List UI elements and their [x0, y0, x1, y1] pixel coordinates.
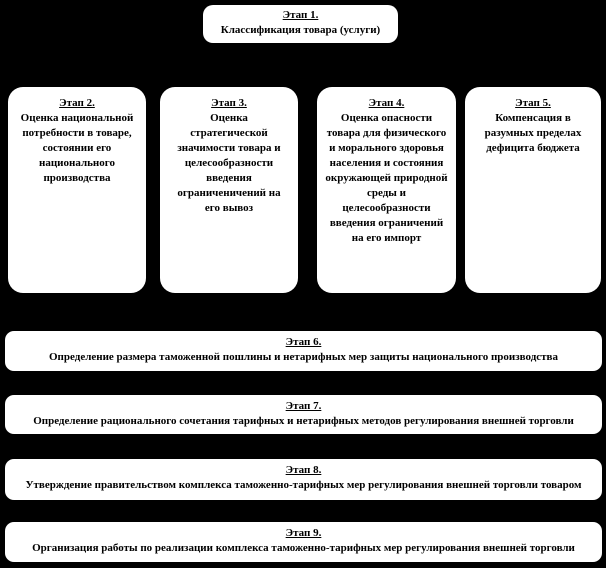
stage-1-body: Классификация товара (услуги) [220, 24, 381, 36]
stage-6-heading: Этап 6. [285, 336, 322, 348]
stage-6-body: Определение размера таможенной пошлины и нетарифных мер защиты национального производства [49, 351, 558, 363]
stage-2-heading: Этап 2. [59, 97, 95, 109]
stage-4-body: Оценка опасности товара для физического и морального здоровья населения и состояния окружающей природной среды и целесообразности введения ограничений на его импорт [325, 112, 448, 244]
stage-3-box [160, 87, 298, 293]
stage-8-heading: Этап 8. [285, 464, 322, 476]
stage-7-box [5, 395, 602, 434]
stage-6-box [5, 331, 602, 371]
stage-5-box [465, 87, 601, 293]
stage-5-heading: Этап 5. [515, 97, 551, 109]
stage-4-heading: Этап 4. [368, 97, 405, 109]
stage-3-body: Оценка стратегической значимости товара и целесообразности введения ограниченичений на его вывоз [177, 112, 281, 214]
stage-8-box [5, 459, 602, 500]
stage-5-body: Компенсация в разумных пределах дефицита бюджета [484, 112, 582, 154]
stage-7-body: Определение рационального сочетания тарифных и нетарифных методов регулирования внешней торговли [33, 415, 574, 427]
stage-2-body: Оценка национальной потребности в товаре, состоянии его национального производства [20, 112, 134, 184]
stage-9-heading: Этап 9. [285, 527, 322, 539]
stage-1-box [203, 5, 398, 43]
stage-7-heading: Этап 7. [285, 400, 322, 412]
stage-8-body: Утверждение правительством комплекса таможенно-тарифных мер регулирования внешней торговли товаром [25, 479, 582, 491]
stage-2-box [8, 87, 146, 293]
stage-3-heading: Этап 3. [211, 97, 247, 109]
stage-1-heading: Этап 1. [282, 9, 319, 21]
stage-9-body: Организация работы по реализации комплекса таможенно-тарифных мер регулирования внешней торговли [32, 542, 575, 554]
stage-9-box [5, 522, 602, 562]
stage-4-box [317, 87, 456, 293]
